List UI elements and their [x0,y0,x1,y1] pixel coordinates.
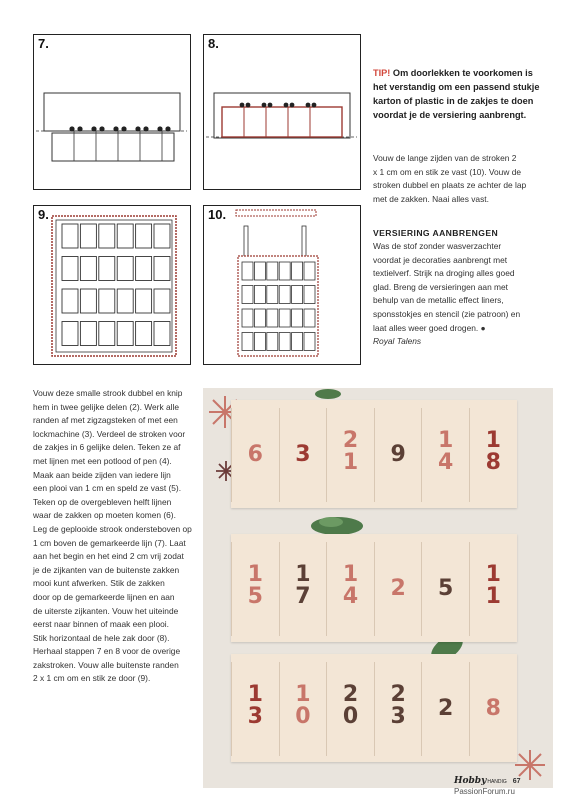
left-line: je de zijkanten van de buitenste zakken [33,564,180,575]
left-line: 2 x 1 cm om en stik ze door (9). [33,673,151,684]
right-line: met de zakken. Naai alles vast. [373,193,489,204]
calendar-strip [231,400,517,508]
right-line: laat alles weer goed drogen. ● [373,322,486,333]
calendar-pocket [374,662,422,756]
pocket-number: 1 1 [485,562,501,609]
left-line: waar de zakken op moeten komen (6). [33,510,176,521]
pocket-drawing [254,309,265,327]
tip-block [373,66,553,122]
pocket-drawing [254,286,265,304]
pocket-number: 1 0 [295,682,311,729]
pocket-drawing [80,224,96,248]
pocket-number: 2 0 [342,682,359,729]
calendar-pocket [326,408,374,502]
pocket-drawing [304,333,315,351]
pocket-drawing [80,257,96,281]
pocket-drawing [62,224,78,248]
right-line: sponsstokjes en stencil (zie patroon) en [373,308,521,319]
calendar-pocket [326,542,374,636]
pocket-drawing [117,257,133,281]
pocket-drawing [136,224,152,248]
left-line: mooi kunt afwerken. Stik de zakken [33,578,165,589]
calendar-pocket [421,542,469,636]
tip-line-1 [373,66,553,80]
step-9-number: 9. [38,207,49,222]
pocket-drawing [117,224,133,248]
pocket-number: 1 5 [247,562,263,609]
calendar-pocket [374,408,422,502]
right-line: stroken dubbel en plaats ze achter de lap [373,180,527,191]
pocket-drawing [99,322,115,346]
left-line: aan het begin en het eind 2 cm vrij zodat [33,551,184,562]
left-line: randen af met zigzagsteken of met een [33,415,178,426]
pocket-number: 1 3 [247,682,263,729]
step-7-number: 7. [38,36,49,51]
watermark: PassionForum.ru [454,787,515,796]
right-paragraph-2 [373,240,558,349]
pocket-drawing [304,262,315,280]
right-line: Vouw de lange zijden van de stroken 2 [373,153,517,163]
left-line: Leg de geplooide strook ondersteboven op [33,523,192,534]
right-line: behulp van de metallic effect liners, [373,295,504,306]
pocket-drawing [267,262,278,280]
pocket-drawing [99,289,115,313]
advent-calendar-photo [203,388,553,788]
right-line: textielverf. Strijk na droging alles goed [373,268,515,279]
pocket-drawing [267,309,278,327]
pocket-drawing [279,286,290,304]
pocket-drawing [242,286,253,304]
calendar-pocket [469,542,517,636]
pocket-number: 2 [390,576,406,601]
step-8-number: 8. [208,36,219,51]
tip-label: TIP! [373,68,391,78]
left-line: Herhaal stappen 7 en 8 voor de overige [33,646,181,657]
step-9-illustration [34,206,189,363]
left-paragraph [33,387,198,686]
pocket-number: 1 4 [342,562,359,609]
pocket-drawing [154,224,170,248]
pocket-drawing [254,262,265,280]
left-line: Teken op de overgebleven helft lijnen [33,496,172,507]
right-line: voordat je decoraties aanbrengt met [373,254,508,265]
calendar-pocket [231,542,279,636]
pocket-drawing [117,289,133,313]
pocket-drawing [304,309,315,327]
left-line: Maak aan beide zijden van iedere lijn [33,469,171,480]
tip-text-1: Om doorlekken te voorkomen is [392,68,533,78]
footer [454,776,564,796]
pocket-drawing [62,257,78,281]
tip-line-4: voordat je de versiering aanbrengt. [373,110,527,120]
step-7-diagram [33,34,191,190]
pocket-number: 6 [247,442,263,467]
pocket-drawing [62,289,78,313]
left-line: Vouw deze smalle strook dubbel en knip [33,388,183,398]
pocket-number: 2 [438,696,454,721]
pocket-drawing [267,333,278,351]
right-paragraph-1 [373,152,558,206]
calendar-pocket [421,662,469,756]
step-10-illustration [204,206,359,363]
left-line: eerst naar binnen of maak een plooi. [33,619,169,630]
calendar-strip [231,654,517,762]
pocket-drawing [292,262,303,280]
pocket-number: 9 [390,442,406,467]
pocket-drawing [80,322,96,346]
calendar-pocket [231,408,279,502]
right-line: glad. Breng de versieringen aan met [373,281,509,292]
step-8-illustration [204,35,359,188]
pocket-drawing [136,289,152,313]
left-line: de uiterste zijkanten. Vouw het uiteinde [33,605,179,616]
left-line: door op de gemarkeerde lijnen en aan [33,591,175,602]
left-line: zakstroken. Vouw alle buitenste randen [33,659,179,670]
pocket-drawing [154,289,170,313]
calendar-pocket [279,408,327,502]
calendar-pocket [279,662,327,756]
left-line: lockmachine (3). Verdeel de stroken voor [33,428,186,439]
left-line: hem in twee gelijke delen (2). Werk alle [33,401,180,412]
pocket-drawing [154,322,170,346]
pocket-drawing [292,286,303,304]
pocket-number: 2 3 [390,682,406,729]
pocket-number: 2 1 [342,428,359,475]
left-line: een plooi van 1 cm en speld ze vast (5). [33,483,182,494]
calendar-strip [231,534,517,642]
pocket-number: 1 4 [438,428,454,475]
pocket-drawing [279,333,290,351]
pocket-drawing [136,322,152,346]
step-10-diagram [203,205,361,365]
pocket-number: 5 [438,576,454,601]
left-line: Stik horizontaal de hele zak door (8). [33,632,170,643]
right-line: x 1 cm om en stik ze vast (10). Vouw de [373,166,522,177]
brand-logo-small: HANDIG [487,779,507,785]
left-line: met lijnen met een potlood of pen (4). [33,455,172,466]
calendar-pocket [469,662,517,756]
pocket-drawing [99,257,115,281]
pocket-number: 1 8 [485,428,501,475]
calendar-pocket [279,542,327,636]
pocket-drawing [154,257,170,281]
pocket-number: 1 7 [295,562,311,609]
brand-logo: Hobby [454,776,487,786]
pocket-drawing [117,322,133,346]
left-line: 1 cm boven de gemarkeerde lijn (7). Laat [33,537,186,548]
calendar-pocket [231,662,279,756]
tip-line-2: het verstandig om een passend stukje [373,82,540,92]
step-10-number: 10. [208,207,227,222]
pocket-drawing [136,257,152,281]
pocket-drawing [254,333,265,351]
step-9-diagram [33,205,191,365]
pocket-drawing [242,309,253,327]
pocket-drawing [99,224,115,248]
tip-line-3: karton of plastic in de zakjes te doen [373,96,534,106]
calendar-pocket [326,662,374,756]
calendar-pocket [374,542,422,636]
left-line: de zakjes in 6 gelijke delen. Teken ze af [33,442,181,453]
step-8-diagram [203,34,361,190]
page-number: 67 [512,778,521,785]
pocket-drawing [279,262,290,280]
pocket-drawing [242,333,253,351]
pocket-drawing [292,309,303,327]
step-7-illustration [34,35,189,188]
pocket-drawing [292,333,303,351]
section-heading: VERSIERING AANBRENGEN [373,228,499,238]
right-line: Was de stof zonder wasverzachter [373,241,502,251]
pocket-drawing [304,286,315,304]
pocket-drawing [242,262,253,280]
pocket-drawing [80,289,96,313]
pocket-number: 3 [295,442,311,467]
pocket-drawing [62,322,78,346]
pocket-drawing [267,286,278,304]
calendar-pocket [421,408,469,502]
pocket-drawing [279,309,290,327]
calendar-pocket [469,408,517,502]
credit: Royal Talens [373,336,422,347]
pocket-number: 8 [485,696,501,721]
